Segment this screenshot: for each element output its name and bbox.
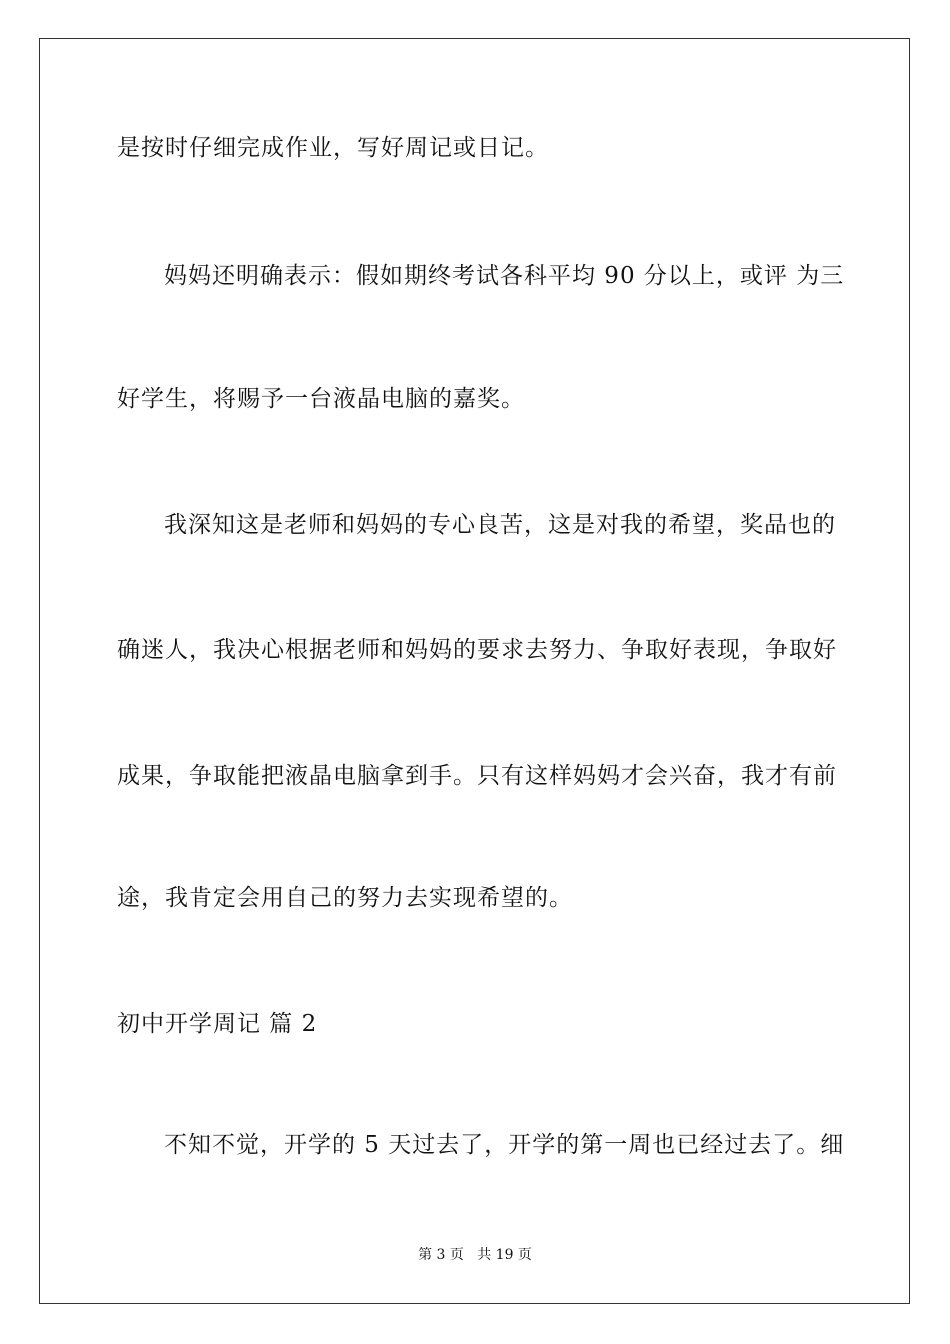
page-frame — [39, 38, 910, 1304]
text-line: 途，我肯定会用自己的努力去实现希望的。 — [117, 885, 573, 911]
page-number-footer: 第 3 页 共 19 页 — [418, 1247, 532, 1263]
text-line: 妈妈还明确表示：假如期终考试各科平均 90 分以上，或评 为三 — [164, 263, 845, 289]
text-line: 我深知这是老师和妈妈的专心良苦，这是对我的希望，奖品也的 — [164, 512, 836, 538]
text-line: 好学生，将赐予一台液晶电脑的嘉奖。 — [117, 386, 525, 412]
section-heading: 初中开学周记 篇 2 — [117, 1011, 318, 1037]
text-line: 成果，争取能把液晶电脑拿到手。只有这样妈妈才会兴奋，我才有前 — [117, 763, 837, 789]
text-line: 不知不觉，开学的 5 天过去了，开学的第一周也已经过去了。细 — [164, 1132, 845, 1158]
text-line: 确迷人，我决心根据老师和妈妈的要求去努力、争取好表现，争取好 — [117, 637, 837, 663]
text-line: 是按时仔细完成作业，写好周记或日记。 — [117, 135, 549, 161]
